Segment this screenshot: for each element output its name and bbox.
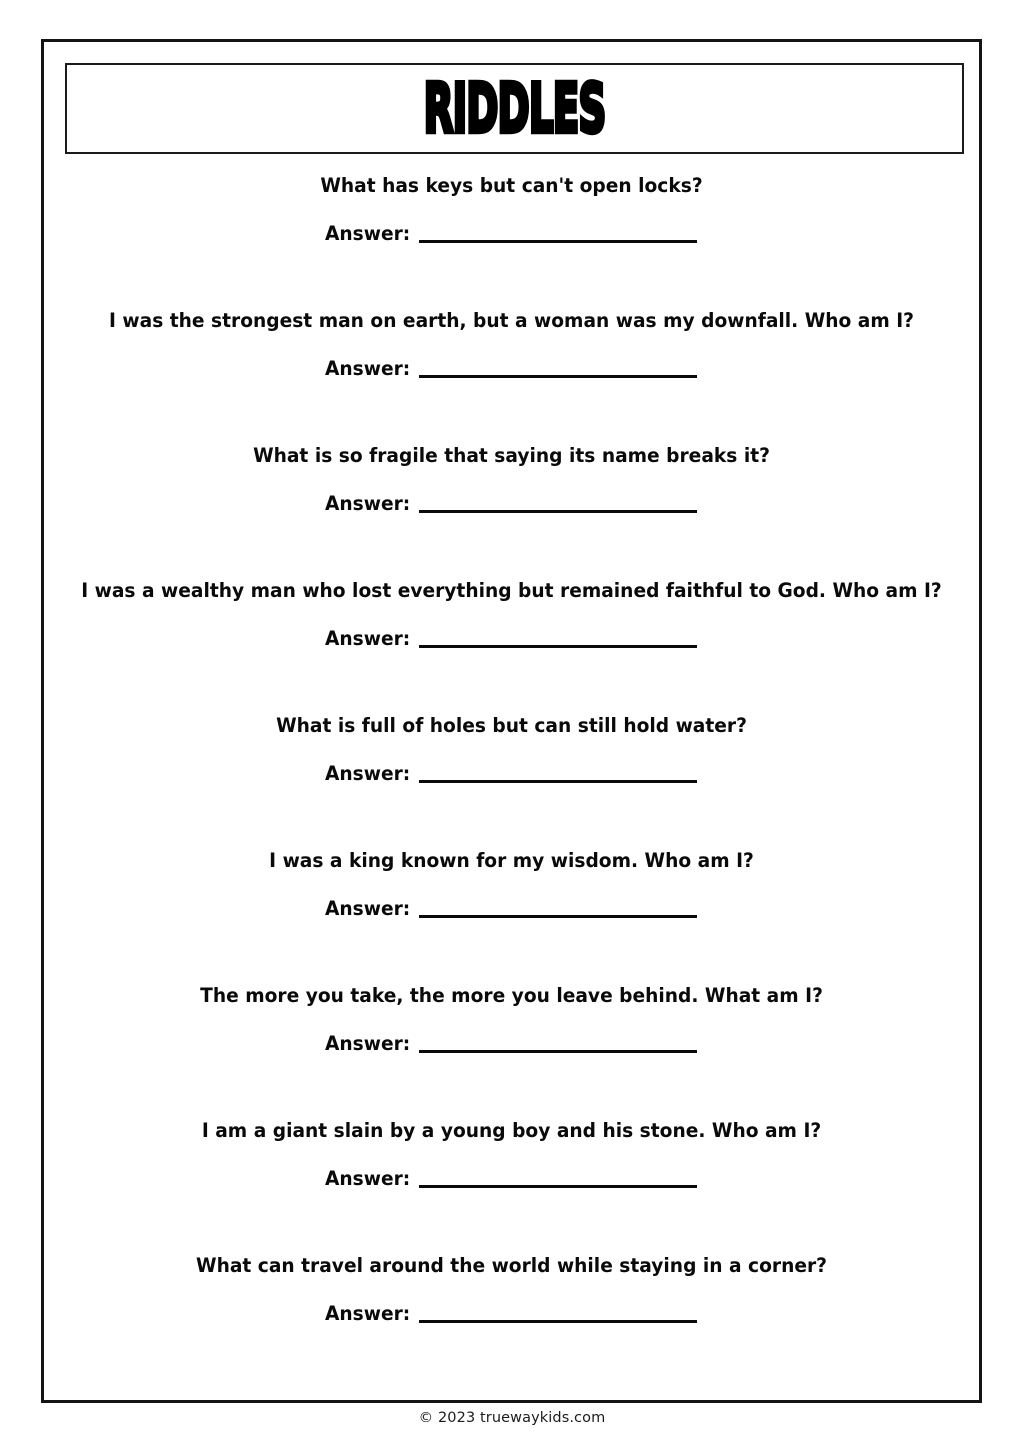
- riddle-question: What is full of holes but can still hold water?: [276, 714, 747, 737]
- copyright-footer: © 2023 truewaykids.com: [418, 1410, 606, 1426]
- riddle-item: [44, 1118, 979, 1253]
- riddle-question: What is so fragile that saying its name breaks it?: [253, 444, 770, 467]
- answer-input-line[interactable]: [419, 510, 697, 513]
- riddle-item: [44, 578, 979, 713]
- riddle-question: What can travel around the world while staying in a corner?: [196, 1254, 827, 1277]
- riddle-item: [44, 983, 979, 1118]
- answer-label: Answer:: [325, 492, 411, 515]
- riddle-question: I am a giant slain by a young boy and his stone. Who am I?: [201, 1119, 822, 1142]
- riddle-answer-row: [44, 761, 979, 787]
- answer-input-line[interactable]: [419, 1320, 697, 1323]
- answer-label: Answer:: [325, 222, 411, 245]
- riddle-item: [44, 443, 979, 578]
- answer-label: Answer:: [325, 1032, 411, 1055]
- riddle-item: [44, 713, 979, 848]
- answer-input-line[interactable]: [419, 780, 697, 783]
- answer-label: Answer:: [325, 897, 411, 920]
- answer-input-line[interactable]: [419, 645, 697, 648]
- riddle-question: I was a wealthy man who lost everything but remained faithful to God. Who am I?: [81, 579, 942, 602]
- riddle-question: The more you take, the more you leave behind. What am I?: [200, 984, 823, 1007]
- answer-label: Answer:: [325, 1167, 411, 1190]
- riddle-question: I was a king known for my wisdom. Who am I?: [269, 849, 754, 872]
- riddle-list: [44, 173, 979, 1388]
- riddle-answer-row: [44, 221, 979, 247]
- riddle-item: [44, 1253, 979, 1388]
- worksheet-title-box: [65, 63, 964, 154]
- answer-input-line[interactable]: [419, 1185, 697, 1188]
- riddle-answer-row: [44, 896, 979, 922]
- riddle-item: [44, 173, 979, 308]
- riddle-answer-row: [44, 356, 979, 382]
- page-title: RIDDLES: [423, 68, 606, 148]
- answer-input-line[interactable]: [419, 375, 697, 378]
- riddle-question: I was the strongest man on earth, but a woman was my downfall. Who am I?: [109, 309, 914, 332]
- answer-input-line[interactable]: [419, 915, 697, 918]
- answer-label: Answer:: [325, 762, 411, 785]
- answer-input-line[interactable]: [419, 1050, 697, 1053]
- riddle-item: [44, 848, 979, 983]
- riddle-answer-row: [44, 626, 979, 652]
- riddle-question: What has keys but can't open locks?: [320, 174, 703, 197]
- riddle-answer-row: [44, 491, 979, 517]
- answer-input-line[interactable]: [419, 240, 697, 243]
- answer-label: Answer:: [325, 1302, 411, 1325]
- answer-label: Answer:: [325, 627, 411, 650]
- answer-label: Answer:: [325, 357, 411, 380]
- riddle-item: [44, 308, 979, 443]
- worksheet-page-frame: [41, 39, 982, 1403]
- riddle-answer-row: [44, 1166, 979, 1192]
- riddle-answer-row: [44, 1031, 979, 1057]
- riddle-answer-row: [44, 1301, 979, 1327]
